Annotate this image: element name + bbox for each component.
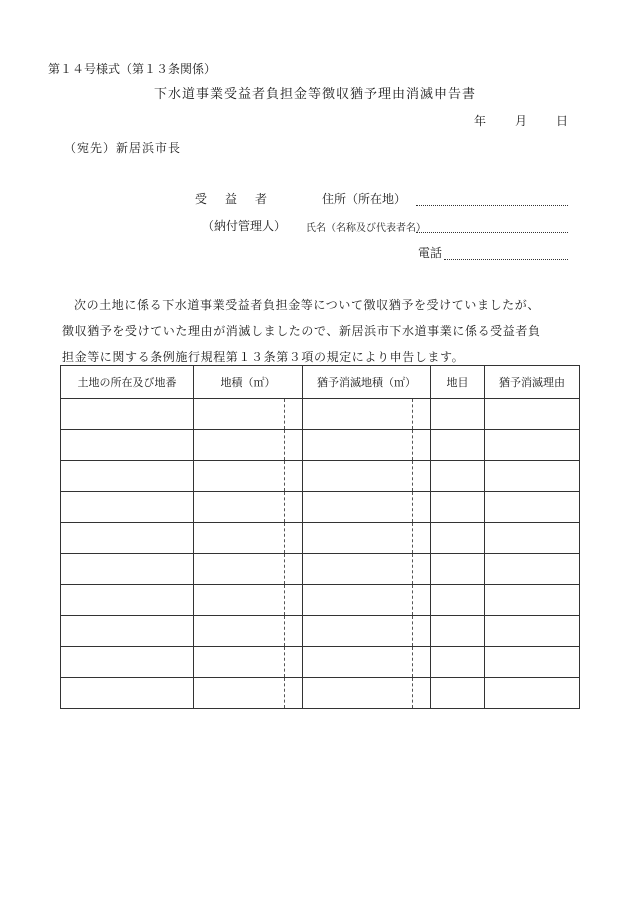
cell-reason[interactable] — [485, 678, 580, 709]
cell-area-dec[interactable] — [285, 647, 303, 678]
cell-reason[interactable] — [485, 399, 580, 430]
cell-released-area-int[interactable] — [303, 492, 413, 523]
cell-area-int[interactable] — [194, 554, 285, 585]
table-row — [61, 585, 580, 616]
cell-reason[interactable] — [485, 554, 580, 585]
date-day-label: 日 — [556, 114, 569, 128]
table-row — [61, 616, 580, 647]
cell-location[interactable] — [61, 554, 194, 585]
date-year-label: 年 — [474, 114, 487, 128]
cell-location[interactable] — [61, 523, 194, 554]
form-number: 第１４号様式（第１３条関係） — [48, 62, 217, 76]
cell-location[interactable] — [61, 399, 194, 430]
cell-released-area-dec[interactable] — [413, 647, 431, 678]
cell-area-int[interactable] — [194, 461, 285, 492]
cell-land-category[interactable] — [431, 523, 485, 554]
header-land-category: 地目 — [431, 366, 485, 399]
declaration-line: 徴収猶予を受けていた理由が消滅しましたので、新居浜市下水道事業に係る受益者負 — [62, 324, 541, 338]
cell-land-category[interactable] — [431, 647, 485, 678]
cell-area-int[interactable] — [194, 647, 285, 678]
table-row — [61, 523, 580, 554]
cell-location[interactable] — [61, 678, 194, 709]
cell-reason[interactable] — [485, 616, 580, 647]
cell-reason[interactable] — [485, 647, 580, 678]
table-row — [61, 430, 580, 461]
cell-released-area-dec[interactable] — [413, 523, 431, 554]
cell-area-dec[interactable] — [285, 678, 303, 709]
cell-location[interactable] — [61, 616, 194, 647]
header-area: 地積（㎡） — [194, 366, 303, 399]
cell-land-category[interactable] — [431, 585, 485, 616]
cell-land-category[interactable] — [431, 461, 485, 492]
declaration-line: 次の土地に係る下水道事業受益者負担金等について徴収猶予を受けていましたが、 — [74, 298, 540, 312]
cell-released-area-int[interactable] — [303, 647, 413, 678]
addressee: （宛先）新居浜市長 — [64, 141, 182, 155]
cell-reason[interactable] — [485, 585, 580, 616]
name-label: 氏名（名称及び代表者名） — [306, 223, 426, 234]
cell-location[interactable] — [61, 430, 194, 461]
cell-released-area-dec[interactable] — [413, 399, 431, 430]
cell-area-dec[interactable] — [285, 399, 303, 430]
table-body — [61, 399, 580, 709]
name-field[interactable] — [416, 218, 568, 233]
cell-reason[interactable] — [485, 461, 580, 492]
cell-location[interactable] — [61, 647, 194, 678]
cell-land-category[interactable] — [431, 492, 485, 523]
cell-location[interactable] — [61, 585, 194, 616]
table-row — [61, 461, 580, 492]
cell-released-area-int[interactable] — [303, 585, 413, 616]
cell-released-area-dec[interactable] — [413, 430, 431, 461]
cell-released-area-dec[interactable] — [413, 585, 431, 616]
table-row — [61, 554, 580, 585]
cell-land-category[interactable] — [431, 678, 485, 709]
land-table — [60, 365, 580, 709]
cell-land-category[interactable] — [431, 616, 485, 647]
table-row — [61, 678, 580, 709]
cell-reason[interactable] — [485, 492, 580, 523]
cell-land-category[interactable] — [431, 399, 485, 430]
header-reason: 猶予消滅理由 — [485, 366, 580, 399]
cell-released-area-int[interactable] — [303, 461, 413, 492]
cell-released-area-dec[interactable] — [413, 492, 431, 523]
form-title: 下水道事業受益者負担金等徴収猶予理由消滅申告書 — [153, 87, 476, 102]
cell-area-int[interactable] — [194, 399, 285, 430]
cell-area-int[interactable] — [194, 616, 285, 647]
cell-land-category[interactable] — [431, 430, 485, 461]
declaration-line: 担金等に関する条例施行規程第１３条第３項の規定により申告します。 — [62, 350, 465, 364]
table-row — [61, 399, 580, 430]
cell-released-area-dec[interactable] — [413, 616, 431, 647]
date-month-label: 月 — [515, 114, 528, 128]
header-location: 土地の所在及び地番 — [61, 366, 194, 399]
phone-field[interactable] — [444, 245, 568, 260]
cell-area-dec[interactable] — [285, 461, 303, 492]
cell-area-int[interactable] — [194, 585, 285, 616]
cell-area-dec[interactable] — [285, 554, 303, 585]
cell-area-dec[interactable] — [285, 523, 303, 554]
payment-manager-label: （納付管理人） — [202, 219, 287, 233]
declaration-text — [62, 292, 582, 370]
cell-released-area-int[interactable] — [303, 616, 413, 647]
cell-area-dec[interactable] — [285, 430, 303, 461]
cell-land-category[interactable] — [431, 554, 485, 585]
address-field[interactable] — [416, 191, 568, 206]
cell-area-dec[interactable] — [285, 585, 303, 616]
cell-released-area-dec[interactable] — [413, 554, 431, 585]
beneficiary-label: 受 益 者 — [195, 192, 271, 206]
table-header-row — [61, 366, 580, 399]
cell-released-area-dec[interactable] — [413, 461, 431, 492]
cell-area-dec[interactable] — [285, 616, 303, 647]
cell-released-area-int[interactable] — [303, 399, 413, 430]
cell-location[interactable] — [61, 461, 194, 492]
address-label: 住所（所在地） — [322, 192, 407, 206]
cell-area-int[interactable] — [194, 523, 285, 554]
cell-area-int[interactable] — [194, 430, 285, 461]
cell-released-area-int[interactable] — [303, 430, 413, 461]
cell-area-int[interactable] — [194, 492, 285, 523]
cell-released-area-int[interactable] — [303, 523, 413, 554]
cell-reason[interactable] — [485, 430, 580, 461]
table-row — [61, 492, 580, 523]
header-released-area: 猶予消滅地積（㎡） — [303, 366, 431, 399]
cell-area-dec[interactable] — [285, 492, 303, 523]
cell-area-int[interactable] — [194, 678, 285, 709]
cell-reason[interactable] — [485, 523, 580, 554]
table-row — [61, 647, 580, 678]
cell-released-area-int[interactable] — [303, 678, 413, 709]
cell-released-area-int[interactable] — [303, 554, 413, 585]
cell-released-area-dec[interactable] — [413, 678, 431, 709]
phone-label: 電話 — [418, 246, 443, 260]
cell-location[interactable] — [61, 492, 194, 523]
